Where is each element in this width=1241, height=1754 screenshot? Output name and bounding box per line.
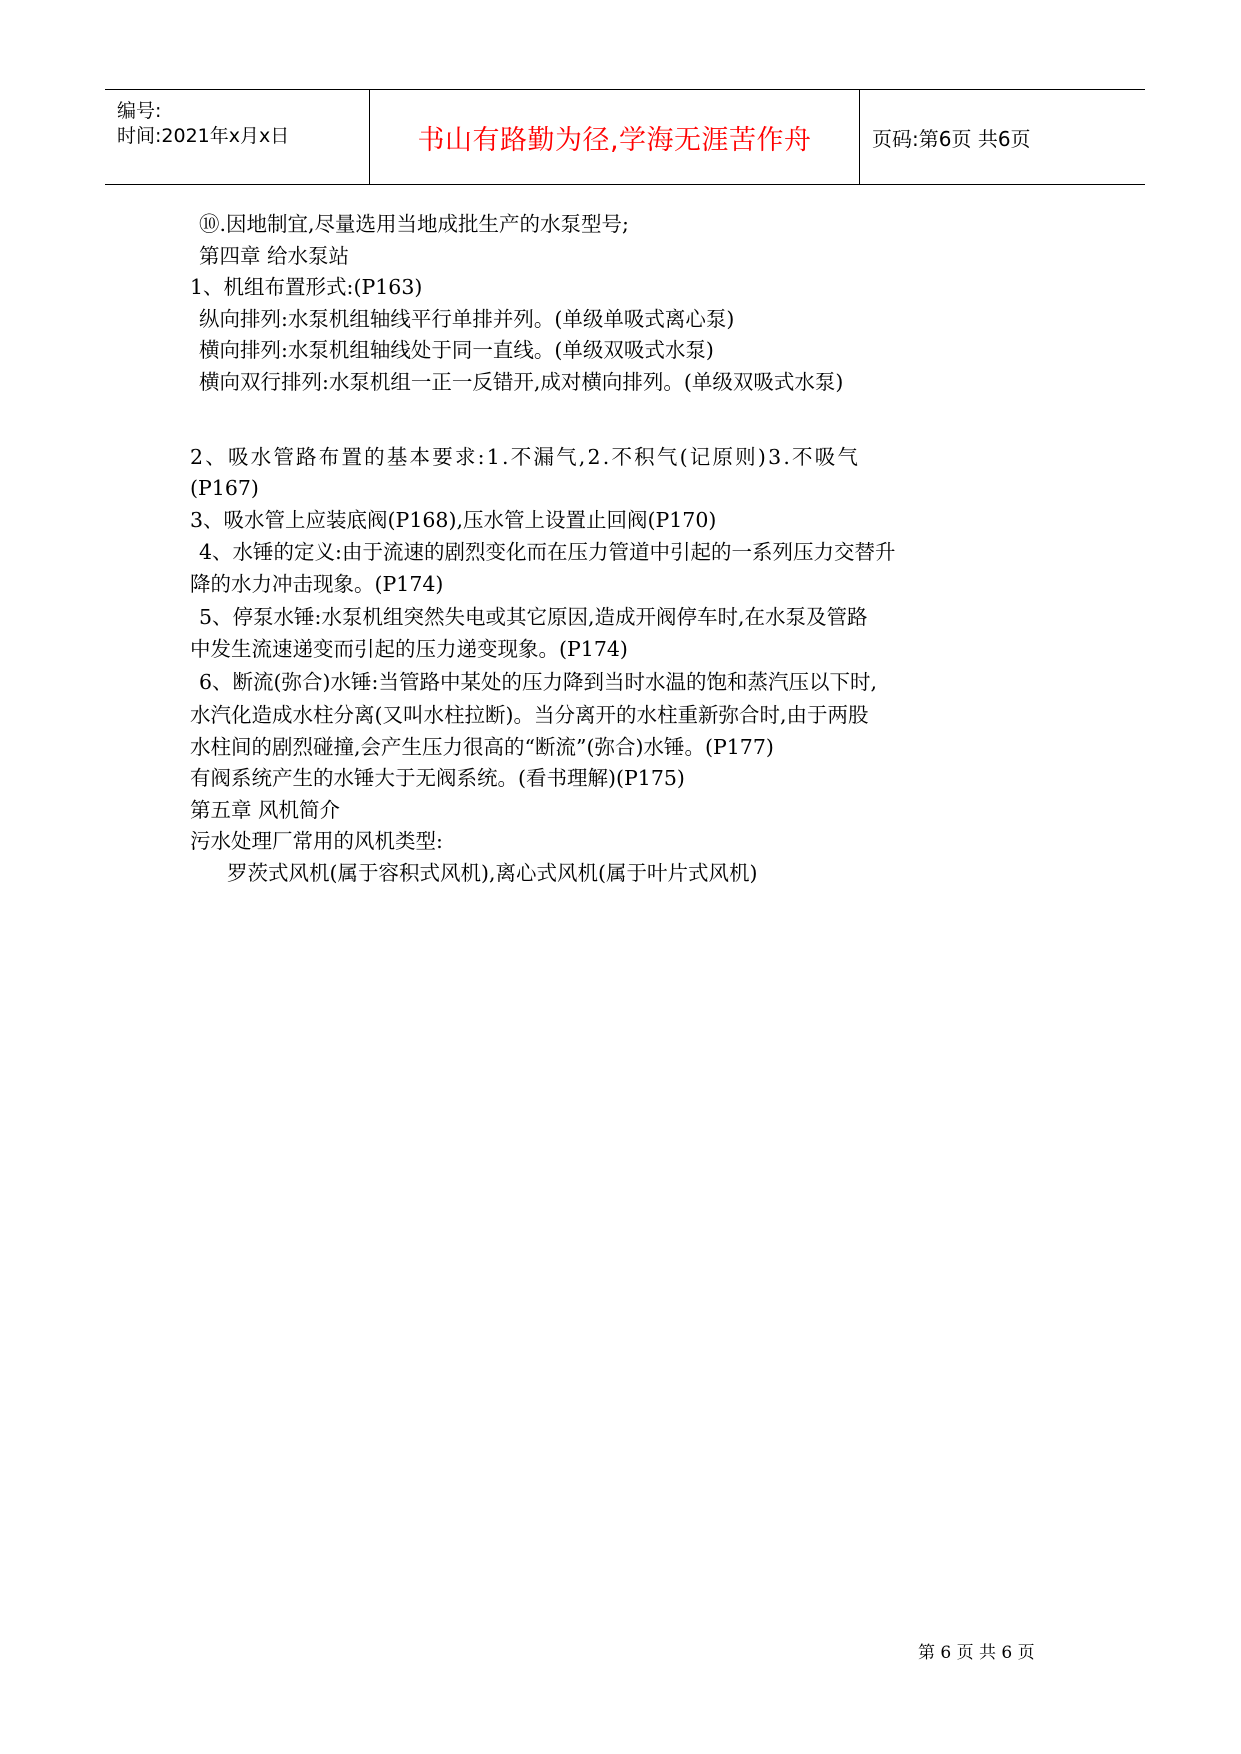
body-line: 有阀系统产生的水锤大于无阀系统。(看书理解)(P175) <box>190 766 685 790</box>
body-line: 罗茨式风机(属于容积式风机),离心式风机(属于叶片式风机) <box>227 861 758 885</box>
body-line: (P167) <box>190 476 259 500</box>
header-table <box>105 89 1145 185</box>
header-meta-cell <box>105 90 370 184</box>
body-line: 降的水力冲击现象。(P174) <box>190 572 444 596</box>
body-line: 纵向排列:水泵机组轴线平行单排并列。(单级单吸式离心泵) <box>199 307 735 331</box>
page-info: 页码:第6页 共6页 <box>872 126 1031 151</box>
page-footer: 第 6 页 共 6 页 <box>918 1643 1035 1663</box>
motto-text: 书山有路勤为径,学海无涯苦作舟 <box>417 124 812 156</box>
definition-line: 6、断流(弥合)水锤:当管路中某处的压力降到当时水温的饱和蒸汽压以下时, <box>199 670 877 694</box>
chapter-heading: 第五章 风机简介 <box>190 798 341 822</box>
body-line: 污水处理厂常用的风机类型: <box>190 829 443 853</box>
header-page-cell <box>860 90 1145 184</box>
body-line: ⑩.因地制宜,尽量选用当地成批生产的水泵型号; <box>199 212 629 236</box>
body-line: 横向双行排列:水泵机组一正一反错开,成对横向排列。(单级双吸式水泵) <box>199 370 844 394</box>
body-line: 中发生流速递变而引起的压力递变现象。(P174) <box>190 637 628 661</box>
body-line: 横向排列:水泵机组轴线处于同一直线。(单级双吸式水泵) <box>199 338 714 362</box>
number-label: 编号: <box>117 100 162 122</box>
header-motto-cell <box>370 90 860 184</box>
chapter-heading: 第四章 给水泵站 <box>199 244 350 268</box>
time-label: 时间:2021年x月x日 <box>117 125 290 147</box>
body-line: 水柱间的剧烈碰撞,会产生压力很高的“断流”(弥合)水锤。(P177) <box>190 735 774 759</box>
definition-line: 5、停泵水锤:水泵机组突然失电或其它原因,造成开阀停车时,在水泵及管路 <box>199 605 868 629</box>
section-heading: 3、吸水管上应装底阀(P168),压水管上设置止回阀(P170) <box>190 508 717 532</box>
section-heading: 1、机组布置形式:(P163) <box>190 275 423 299</box>
definition-line: 4、水锤的定义:由于流速的剧烈变化而在压力管道中引起的一系列压力交替升 <box>199 540 896 564</box>
body-line: 水汽化造成水柱分离(又叫水柱拉断)。当分离开的水柱重新弥合时,由于两股 <box>190 703 869 727</box>
section-heading: 2、吸水管路布置的基本要求:1.不漏气,2.不积气(记原则)3.不吸气 <box>190 445 861 469</box>
